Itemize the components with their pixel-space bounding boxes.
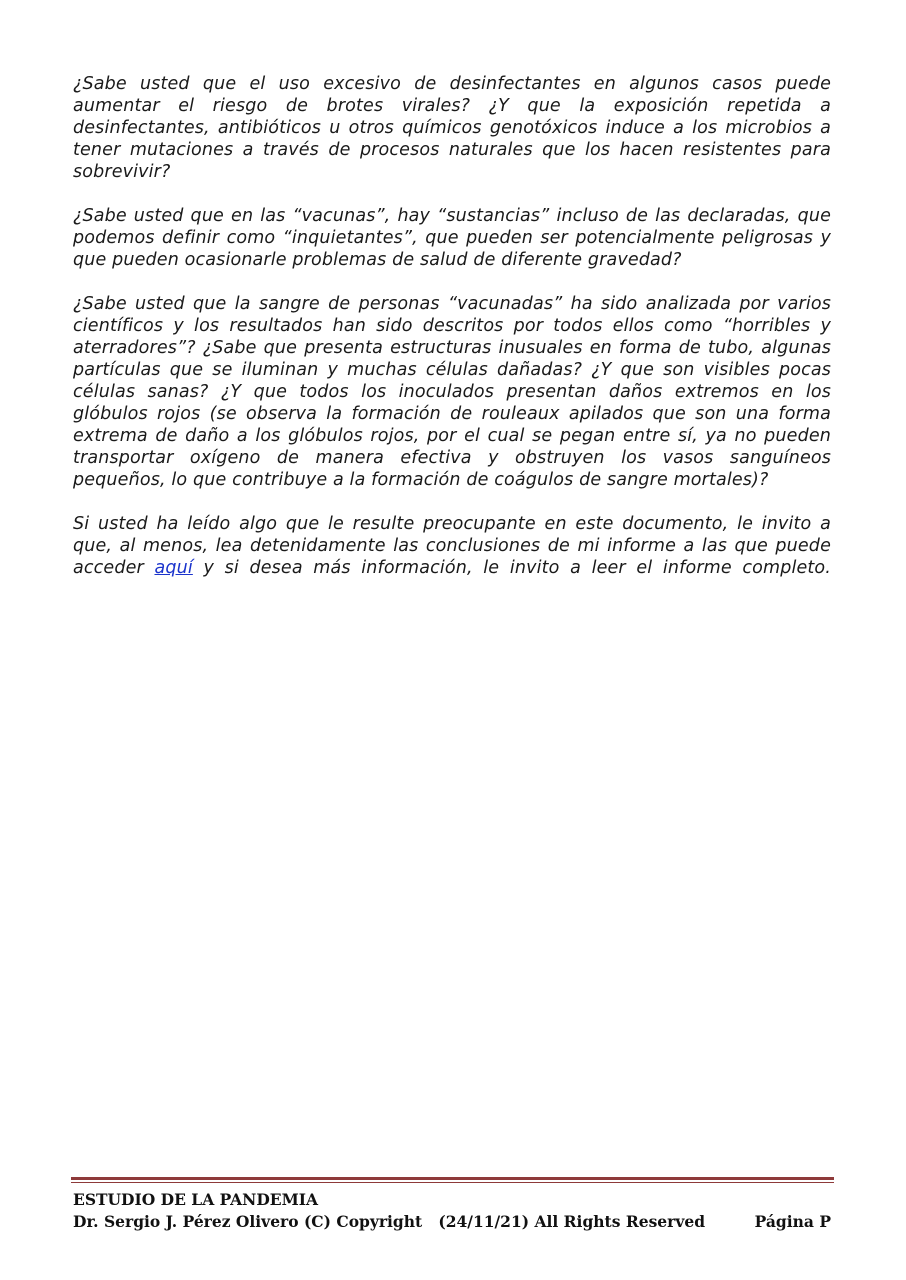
page-footer bbox=[73, 1189, 831, 1233]
paragraph-blood-analysis: ¿Sabe usted que la sangre de personas “vacunadas” ha sido analizada por varios científicos y los resultados han sido descritos por todos ellos como “horribles y aterradores”? ¿Sabe que presenta estructuras inusuales en forma de tubo, algunas partículas que se iluminan y muchas células dañadas? ¿Y que son visibles pocas células sanas? ¿Y que todos los inoculados presentan daños extremos en los glóbulos rojos (se observa la formación de rouleaux apilados que son una forma extrema de daño a los glóbulos rojos, por el cual se pegan entre sí, ya no pueden transportar oxígeno de manera efectiva y obstruyen los vasos sanguíneos pequeños, lo que contribuye a la formación de coágulos de sangre mortales)? bbox=[73, 294, 831, 490]
paragraph-disinfectants: ¿Sabe usted que el uso excesivo de desinfectantes en algunos casos puede aumentar el riesgo de brotes virales? ¿Y que la exposición repetida a desinfectantes, antibióticos u otros químicos genotóxicos induce a los microbios a tener mutaciones a través de procesos naturales que los hacen resistentes para sobrevivir? bbox=[73, 74, 831, 182]
paragraph-closing bbox=[73, 513, 831, 579]
paragraph-vaccine-substances: ¿Sabe usted que en las “vacunas”, hay “sustancias” incluso de las declaradas, que podemos definir como “inquietantes”, que pueden ser potencialmente peligrosas y que pueden ocasionarle problemas de salud de diferente gravedad? bbox=[73, 206, 831, 270]
footer-title: ESTUDIO DE LA PANDEMIA bbox=[73, 1190, 319, 1209]
closing-text-after-link: y si desea más información, le invito a leer el informe completo. bbox=[192, 558, 831, 578]
document-body bbox=[73, 73, 831, 601]
footer-page-number: Página P bbox=[754, 1212, 831, 1231]
report-conclusions-link[interactable]: aquí bbox=[154, 558, 193, 578]
footer-divider bbox=[71, 1177, 834, 1180]
footer-author-copyright: Dr. Sergio J. Pérez Olivero (C) Copyright (24/11/21) All Rights Reserved bbox=[73, 1212, 706, 1231]
footer-info-line bbox=[73, 1211, 831, 1233]
footer-divider-thin bbox=[71, 1182, 834, 1183]
closing-text-before-link: Si usted ha leído algo que le resulte preocupante en este documento, le invito a que, al menos, lea detenidamente las conclusiones de mi informe a las que puede acceder bbox=[73, 514, 831, 578]
